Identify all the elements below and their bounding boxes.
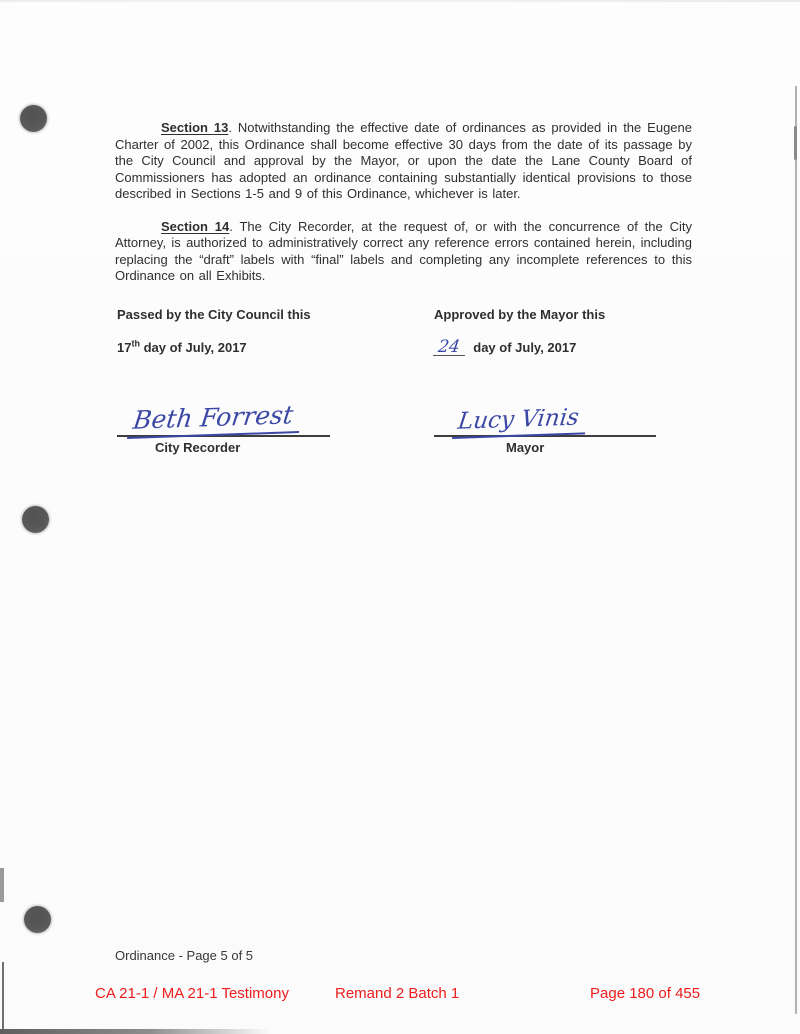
hole-punch-top bbox=[20, 105, 47, 132]
scan-left-edge-mark bbox=[0, 868, 4, 902]
page-number-label: Ordinance - Page 5 of 5 bbox=[115, 948, 254, 963]
scan-top-edge bbox=[0, 0, 800, 2]
mayor-signature-block bbox=[434, 398, 656, 455]
approved-by-mayor-block bbox=[434, 307, 734, 356]
council-date-rest: day of July, 2017 bbox=[139, 340, 247, 355]
stamp-batch-label: Remand 2 Batch 1 bbox=[335, 985, 460, 1002]
scan-left-edge-line bbox=[2, 962, 4, 1034]
hole-punch-bottom bbox=[24, 906, 51, 933]
mayor-title: Mayor bbox=[506, 440, 545, 455]
mayor-date-line bbox=[434, 337, 734, 357]
passed-by-council-block bbox=[117, 307, 417, 355]
mayor-signature-line bbox=[434, 398, 656, 437]
section-14-heading: Section 14 bbox=[161, 218, 230, 234]
section-14-paragraph bbox=[115, 219, 692, 285]
stamp-case-label: CA 21-1 / MA 21-1 Testimony bbox=[95, 985, 289, 1002]
stamp-page-label: Page 180 of 455 bbox=[590, 985, 701, 1002]
passed-by-council-label: Passed by the City Council this bbox=[117, 307, 311, 322]
city-recorder-signature-line bbox=[117, 398, 330, 437]
city-recorder-title: City Recorder bbox=[155, 440, 241, 455]
city-recorder-signature-block bbox=[117, 398, 330, 455]
city-recorder-signature: Beth Forrest bbox=[127, 400, 303, 439]
mayor-signature: Lucy Vinis bbox=[452, 404, 588, 439]
scan-right-edge-mark bbox=[794, 126, 797, 160]
section-14-text: . The City Recorder, at the request of, or with the concurrence of the City Attorney, is authorized to administratively correct any reference errors contained herein, including replacing the “draft” labels with “final” labels and completing any incomplete references to this Ordinance on all Exhibits. bbox=[115, 218, 692, 283]
council-day: 17 bbox=[117, 340, 132, 355]
section-13-heading: Section 13 bbox=[161, 120, 229, 135]
ordinance-body bbox=[115, 120, 692, 301]
handwritten-day: 24 bbox=[433, 340, 467, 356]
council-date-line bbox=[117, 340, 417, 355]
hole-punch-middle bbox=[22, 506, 49, 533]
scan-right-edge bbox=[795, 86, 797, 1014]
approved-by-mayor-label: Approved by the Mayor this bbox=[434, 307, 606, 322]
scan-bottom-shadow bbox=[0, 1029, 270, 1034]
mayor-date-rest: day of July, 2017 bbox=[469, 340, 577, 355]
section-13-text: . Notwithstanding the effective date of ordinances as provided in the Eugene Charter of 2002, this Ordinance shall become effective 30 days from the date of its passage by the City Council and approval by the Mayor, or upon the date the Lane County Board of Commissioners has adopted an ordinance containing substantially identical provisions to those described in Sections 1-5 and 9 of this Ordinance, whichever is later. bbox=[115, 120, 692, 201]
council-day-ordinal: th bbox=[131, 338, 140, 349]
section-13-paragraph bbox=[115, 120, 692, 203]
